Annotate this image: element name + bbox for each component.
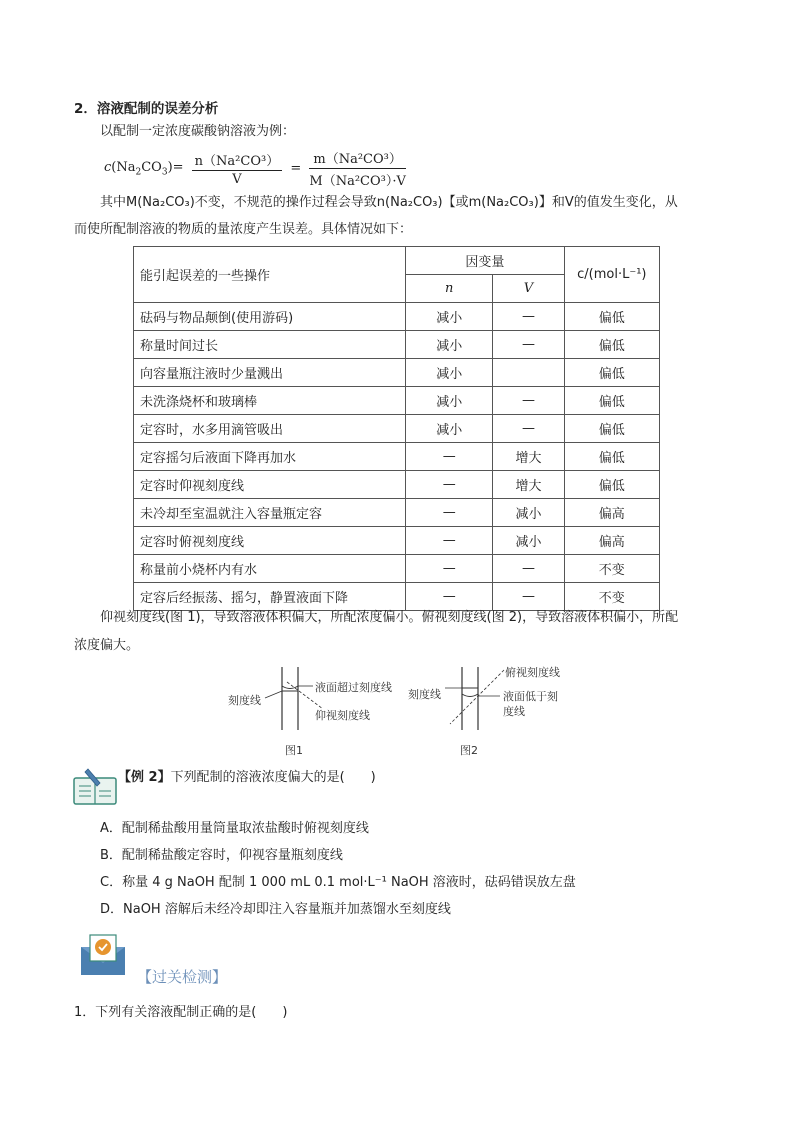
explain-line-1: 其中M(Na₂CO₃)不变，不规范的操作过程会导致n(Na₂CO₃)【或m(Na₂CO₃)】和V的值发生变化，从 (100, 195, 678, 210)
header-v: V (493, 275, 564, 303)
table-row (134, 359, 660, 387)
fig1-caption: 图1 (285, 744, 303, 757)
fig1-scale-pointer (265, 691, 282, 698)
fig2-label-view: 俯视刻度线 (505, 666, 560, 679)
row-operation: 定容时俯视刻度线 (134, 527, 406, 555)
table-row (134, 331, 660, 359)
row-operation: 砝码与物品颠倒(使用游码) (134, 303, 406, 331)
fraction1-numerator: n（Na²CO³） (192, 150, 283, 171)
row-n: 减小 (406, 387, 493, 415)
option-a: A．配制稀盐酸用量筒量取浓盐酸时俯视刻度线 (100, 821, 369, 836)
note-line-1: 仰视刻度线(图 1)，导致溶液体积偏大，所配浓度偏小。俯视刻度线(图 2)，导致溶液体积偏小，所配 (100, 610, 679, 625)
header-variable: 因变量 (406, 247, 565, 275)
row-concentration: 不变 (564, 583, 659, 611)
row-operation: 定容时仰视刻度线 (134, 471, 406, 499)
row-n: — (406, 527, 493, 555)
row-concentration: 偏低 (564, 331, 659, 359)
figure-2-diagram (400, 662, 590, 757)
table-row (134, 499, 660, 527)
fig2-meniscus (462, 694, 478, 697)
formula-species-open: (Na (111, 159, 136, 175)
row-operation: 未洗涤烧杯和玻璃棒 (134, 387, 406, 415)
row-v: — (493, 583, 564, 611)
row-concentration: 偏低 (564, 303, 659, 331)
formula-co: CO (141, 159, 162, 175)
intro-text: 以配制一定浓度碳酸钠溶液为例： (100, 124, 296, 139)
fraction-n-over-v (192, 150, 283, 187)
row-concentration: 偏高 (564, 527, 659, 555)
fraction2-denominator: M（Na²CO³）·V (309, 174, 406, 189)
fig2-caption: 图2 (460, 744, 478, 757)
formula-c: c (104, 159, 112, 175)
fig1-label-view: 仰视刻度线 (315, 709, 370, 722)
example-2 (118, 766, 376, 785)
table-row (134, 303, 660, 331)
formula-sub-3: 3 (161, 167, 168, 178)
row-operation: 称量前小烧杯内有水 (134, 555, 406, 583)
fig2-label-below-1: 液面低于刻 (503, 690, 558, 703)
fraction-m-over-mv (309, 148, 406, 189)
error-analysis-table (133, 246, 660, 611)
row-n: — (406, 499, 493, 527)
row-concentration: 偏低 (564, 359, 659, 387)
row-concentration: 偏低 (564, 387, 659, 415)
fig1-label-above: 液面超过刻度线 (315, 681, 392, 694)
row-n: 减小 (406, 359, 493, 387)
row-n: — (406, 443, 493, 471)
row-operation: 未冷却至室温就注入容量瓶定容 (134, 499, 406, 527)
row-v: 增大 (493, 471, 564, 499)
table-row (134, 387, 660, 415)
question-1: 1．下列有关溶液配制正确的是( ) (74, 1005, 288, 1020)
row-operation: 称量时间过长 (134, 331, 406, 359)
row-n: 减小 (406, 415, 493, 443)
row-n: 减小 (406, 303, 493, 331)
header-operation: 能引起误差的一些操作 (134, 247, 406, 303)
row-n: 减小 (406, 331, 493, 359)
option-b: B．配制稀盐酸定容时，仰视容量瓶刻度线 (100, 848, 343, 863)
equals-sign: = (290, 161, 302, 176)
row-operation: 定容时，水多用滴管吸出 (134, 415, 406, 443)
table-row (134, 471, 660, 499)
row-operation: 定容后经振荡、摇匀，静置液面下降 (134, 583, 406, 611)
formula-sub-2: 2 (135, 167, 142, 178)
explain-line-2: 而使所配制溶液的物质的量浓度产生误差。具体情况如下： (74, 222, 413, 237)
formula-close: )= (167, 159, 184, 175)
table-header-row (134, 247, 660, 275)
example-question: 下列配制的溶液浓度偏大的是( ) (170, 770, 376, 785)
example-tag: 【例 2】 (118, 770, 171, 785)
fig1-scale-label: 刻度线 (228, 694, 261, 707)
row-v: 减小 (493, 499, 564, 527)
fraction2-numerator: m（Na²CO³） (309, 148, 406, 169)
row-v: 增大 (493, 443, 564, 471)
row-concentration: 不变 (564, 555, 659, 583)
row-v (493, 359, 564, 387)
note-line-2: 浓度偏大。 (74, 638, 140, 653)
row-v: — (493, 387, 564, 415)
row-operation: 定容摇匀后液面下降再加水 (134, 443, 406, 471)
row-n: — (406, 471, 493, 499)
row-n: — (406, 555, 493, 583)
row-concentration: 偏低 (564, 471, 659, 499)
checklist-badge-icon (78, 933, 128, 977)
concentration-formula (100, 148, 406, 189)
row-concentration: 偏低 (564, 415, 659, 443)
fig2-scale-label: 刻度线 (408, 688, 441, 701)
fraction1-denominator: V (232, 172, 242, 187)
row-v: — (493, 303, 564, 331)
section-heading: 2．溶液配制的误差分析 (74, 101, 219, 117)
book-pencil-icon (72, 766, 120, 806)
row-v: — (493, 331, 564, 359)
fig2-sight-line (450, 670, 504, 724)
row-v: 减小 (493, 527, 564, 555)
row-v: — (493, 415, 564, 443)
option-c: C．称量 4 g NaOH 配制 1 000 mL 0.1 mol·L⁻¹ NaOH 溶液时，砝码错误放左盘 (100, 875, 576, 890)
table-row (134, 443, 660, 471)
header-concentration: c/(mol·L⁻¹) (564, 247, 659, 303)
header-n: n (406, 275, 493, 303)
fig2-label-below-2: 度线 (503, 705, 525, 718)
table-row (134, 555, 660, 583)
option-d: D．NaOH 溶解后未经冷却即注入容量瓶并加蒸馏水至刻度线 (100, 902, 451, 917)
row-n: — (406, 583, 493, 611)
check-section-title: 【过关检测】 (137, 968, 228, 986)
row-v: — (493, 555, 564, 583)
row-concentration: 偏高 (564, 499, 659, 527)
table-row (134, 527, 660, 555)
table-row (134, 415, 660, 443)
row-concentration: 偏低 (564, 443, 659, 471)
row-operation: 向容量瓶注液时少量溅出 (134, 359, 406, 387)
table-row (134, 583, 660, 611)
